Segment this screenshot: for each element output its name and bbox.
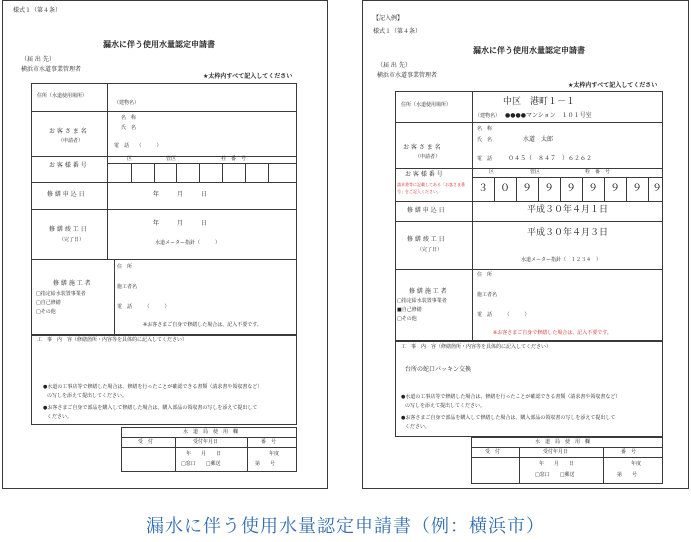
reception-ymd: 年 月 日	[539, 461, 575, 467]
self-repair-note: ※お客さまご自身で修繕した場合は、記入不要です。	[493, 330, 612, 336]
customer-digit: ９	[632, 183, 642, 194]
self-repair-note: ※お客さまご自身で修繕した場合は、記入不要です。	[143, 322, 262, 328]
customer-number-note-2: 号」をご記入ください。	[397, 189, 441, 194]
note-1b: の写しを添えて提出してください。	[47, 393, 128, 399]
name-label: 名 称	[477, 126, 493, 132]
blank-form-sheet	[2, 0, 328, 489]
contractor-name: 施工者名	[117, 284, 138, 290]
repair-done-sub: （完了日）	[59, 237, 85, 243]
route-label: 栓 番 号	[585, 169, 611, 175]
district-label: 管区	[530, 169, 541, 175]
fiscal-year: 年度	[269, 451, 280, 457]
customer-digit: ９	[522, 183, 532, 194]
address-value: 中区 港町１－１	[503, 97, 576, 107]
contractor-address: 住 所	[477, 272, 493, 278]
phone-label: 電 話	[477, 156, 493, 162]
customer-number-label: お 客 様 番 号	[49, 162, 87, 169]
route-label: 栓 番 号	[221, 156, 247, 162]
person-label: 氏 名	[121, 125, 137, 131]
example-form-sheet	[362, 0, 689, 489]
form-title: 漏水に伴う使用水量認定申請書	[103, 40, 215, 49]
office-header: 水 道 局 使 用 欄	[535, 439, 591, 445]
customer-number-label: お 客 様 番 号	[405, 171, 443, 178]
customer-digit: ９	[566, 183, 576, 194]
repair-request-value: 平成３０年４月１日	[527, 205, 609, 215]
figure-caption: 漏水に伴う使用水量認定申請書（例：横浜市）	[146, 516, 545, 537]
contractor-name: 施工者名	[477, 292, 498, 298]
customer-digit: ９	[610, 183, 620, 194]
name-label: 名 称	[121, 115, 137, 121]
note-1b: の写しを添えて提出してください。	[405, 403, 486, 409]
building-label: （建物名）	[114, 100, 140, 106]
customer-digit: ９	[588, 183, 598, 194]
repair-done-date: 年 月 日	[153, 220, 208, 227]
reception-label: 受 付	[138, 439, 154, 445]
reception-date-label: 受付年月日	[193, 439, 219, 445]
ward-label: 区	[489, 169, 495, 175]
number-label: 番 号	[261, 439, 277, 445]
recipient-label: （届 出 先）	[377, 62, 411, 69]
customer-digit: ３	[478, 183, 488, 194]
option-designated: □指定給水装置事業者	[36, 291, 86, 297]
note-2b: ください。	[47, 414, 73, 420]
no-label: 第 号	[255, 461, 276, 467]
contractor-address: 住 所	[117, 264, 133, 270]
address-label: 住所（水道使用場所）	[401, 102, 452, 108]
note-1a: ●水道の工事店等で修繕した場合は、修繕を行ったことが確認できる書類（請求書や領収書など）	[401, 394, 621, 400]
phone-label: 電 話 （ ）	[114, 143, 162, 149]
contractor-phone: 電 話 （ ）	[477, 312, 530, 318]
customer-digit: ９	[544, 183, 554, 194]
person-label: 氏 名	[477, 137, 493, 143]
work-label: 工 事 内 容（修繕箇所・内容等を具体的に記入してください）	[37, 337, 188, 343]
repair-request-label: 修 繕 申 込 日	[47, 191, 85, 198]
contractor-label: 修 繕 施 工 者	[53, 280, 91, 287]
applicant-label: （申請者）	[415, 154, 441, 160]
option-self: □自己修繕	[36, 300, 61, 306]
fiscal-year: 年度	[631, 461, 642, 467]
meter-label: 水道メーター指針（ ）	[155, 240, 221, 246]
window-mail: □窓口 □郵送	[535, 472, 575, 478]
instruction: ★太枠内すべて記入してください	[203, 73, 293, 80]
repair-request-label: 修 繕 申 込 日	[407, 207, 445, 214]
ward-label: 区	[127, 156, 133, 162]
address-label: 住所（水道使用場所）	[37, 93, 88, 99]
note-2a: ●お客さまご自身で部品を購入して修繕した場合は、購入部品の領収書の写しを添えて提出して	[401, 415, 616, 421]
recipient: 横浜市水道事業管理者	[21, 66, 82, 73]
district-label: 管区	[166, 156, 177, 162]
building-label: （建物名）	[475, 113, 501, 119]
repair-done-label: 修 繕 竣 工 日	[407, 236, 445, 243]
building-value: ●●●●マンション １０１号室	[505, 112, 592, 119]
customer-digit: ０	[500, 183, 510, 194]
note-2b: ください。	[405, 424, 431, 430]
no-label: 第 号	[617, 472, 638, 478]
work-content-box	[31, 335, 297, 425]
repair-done-value: 平成３０年４月３日	[527, 228, 609, 238]
contractor-label: 修 繕 施 工 者	[409, 288, 447, 295]
applicant-label: （申請者）	[58, 138, 84, 144]
instruction: ★太枠内すべて記入してください	[568, 82, 658, 89]
repair-done-sub: （完了日）	[417, 247, 443, 253]
phone-value: ０４５（ ８４７ ）６２６２	[508, 155, 593, 162]
meter-label: 水道メーター指針（ １２３４ ）	[521, 257, 602, 263]
window-mail: □窓口 □郵送	[181, 461, 221, 467]
repair-request-date: 年 月 日	[153, 191, 208, 198]
work-label: 工 事 内 容（修繕箇所・内容等を具体的に記入してください）	[401, 344, 552, 350]
number-label: 番 号	[621, 449, 637, 455]
reception-date-label: 受付年月日	[543, 449, 569, 455]
option-self: ■自己修繕	[397, 307, 422, 313]
contractor-phone: 電 話 （ ）	[117, 304, 170, 310]
person-value: 水道 太郎	[523, 136, 554, 143]
option-other: □その他	[36, 309, 56, 315]
form-number: 様式１（第４条）	[373, 28, 422, 35]
example-label: 【記入例】	[373, 15, 404, 22]
customer-label: お 客 さ ま 名	[49, 128, 87, 135]
form-title: 漏水に伴う使用水量認定申請書	[473, 46, 585, 55]
office-header: 水 道 局 使 用 欄	[183, 429, 239, 435]
work-content-box	[395, 341, 663, 437]
reception-ymd: 年 月 日	[186, 451, 222, 457]
reception-label: 受 付	[485, 449, 501, 455]
option-other: □その他	[397, 316, 417, 322]
option-designated: □指定給水装置事業者	[397, 298, 447, 304]
work-value: 台所の蛇口パッキン交換	[405, 366, 471, 373]
customer-label: お 客 さ ま 名	[403, 144, 441, 151]
recipient-label: （届 出 先）	[21, 56, 55, 63]
note-2a: ●お客さまご自身で部品を購入して修繕した場合は、購入部品の領収書の写しを添えて提出して	[43, 405, 258, 411]
customer-digit: ９	[652, 183, 662, 194]
note-1a: ●水道の工事店等で修繕した場合は、修繕を行ったことが確認できる書類（請求書や領収書など）	[43, 384, 263, 390]
form-number: 様式１（第４条）	[13, 7, 62, 14]
recipient: 横浜市水道事業管理者	[377, 72, 438, 79]
repair-done-label: 修 繕 竣 工 日	[49, 226, 87, 233]
customer-number-note-1: 請求書等に記載してある「お客さま番	[397, 182, 465, 187]
